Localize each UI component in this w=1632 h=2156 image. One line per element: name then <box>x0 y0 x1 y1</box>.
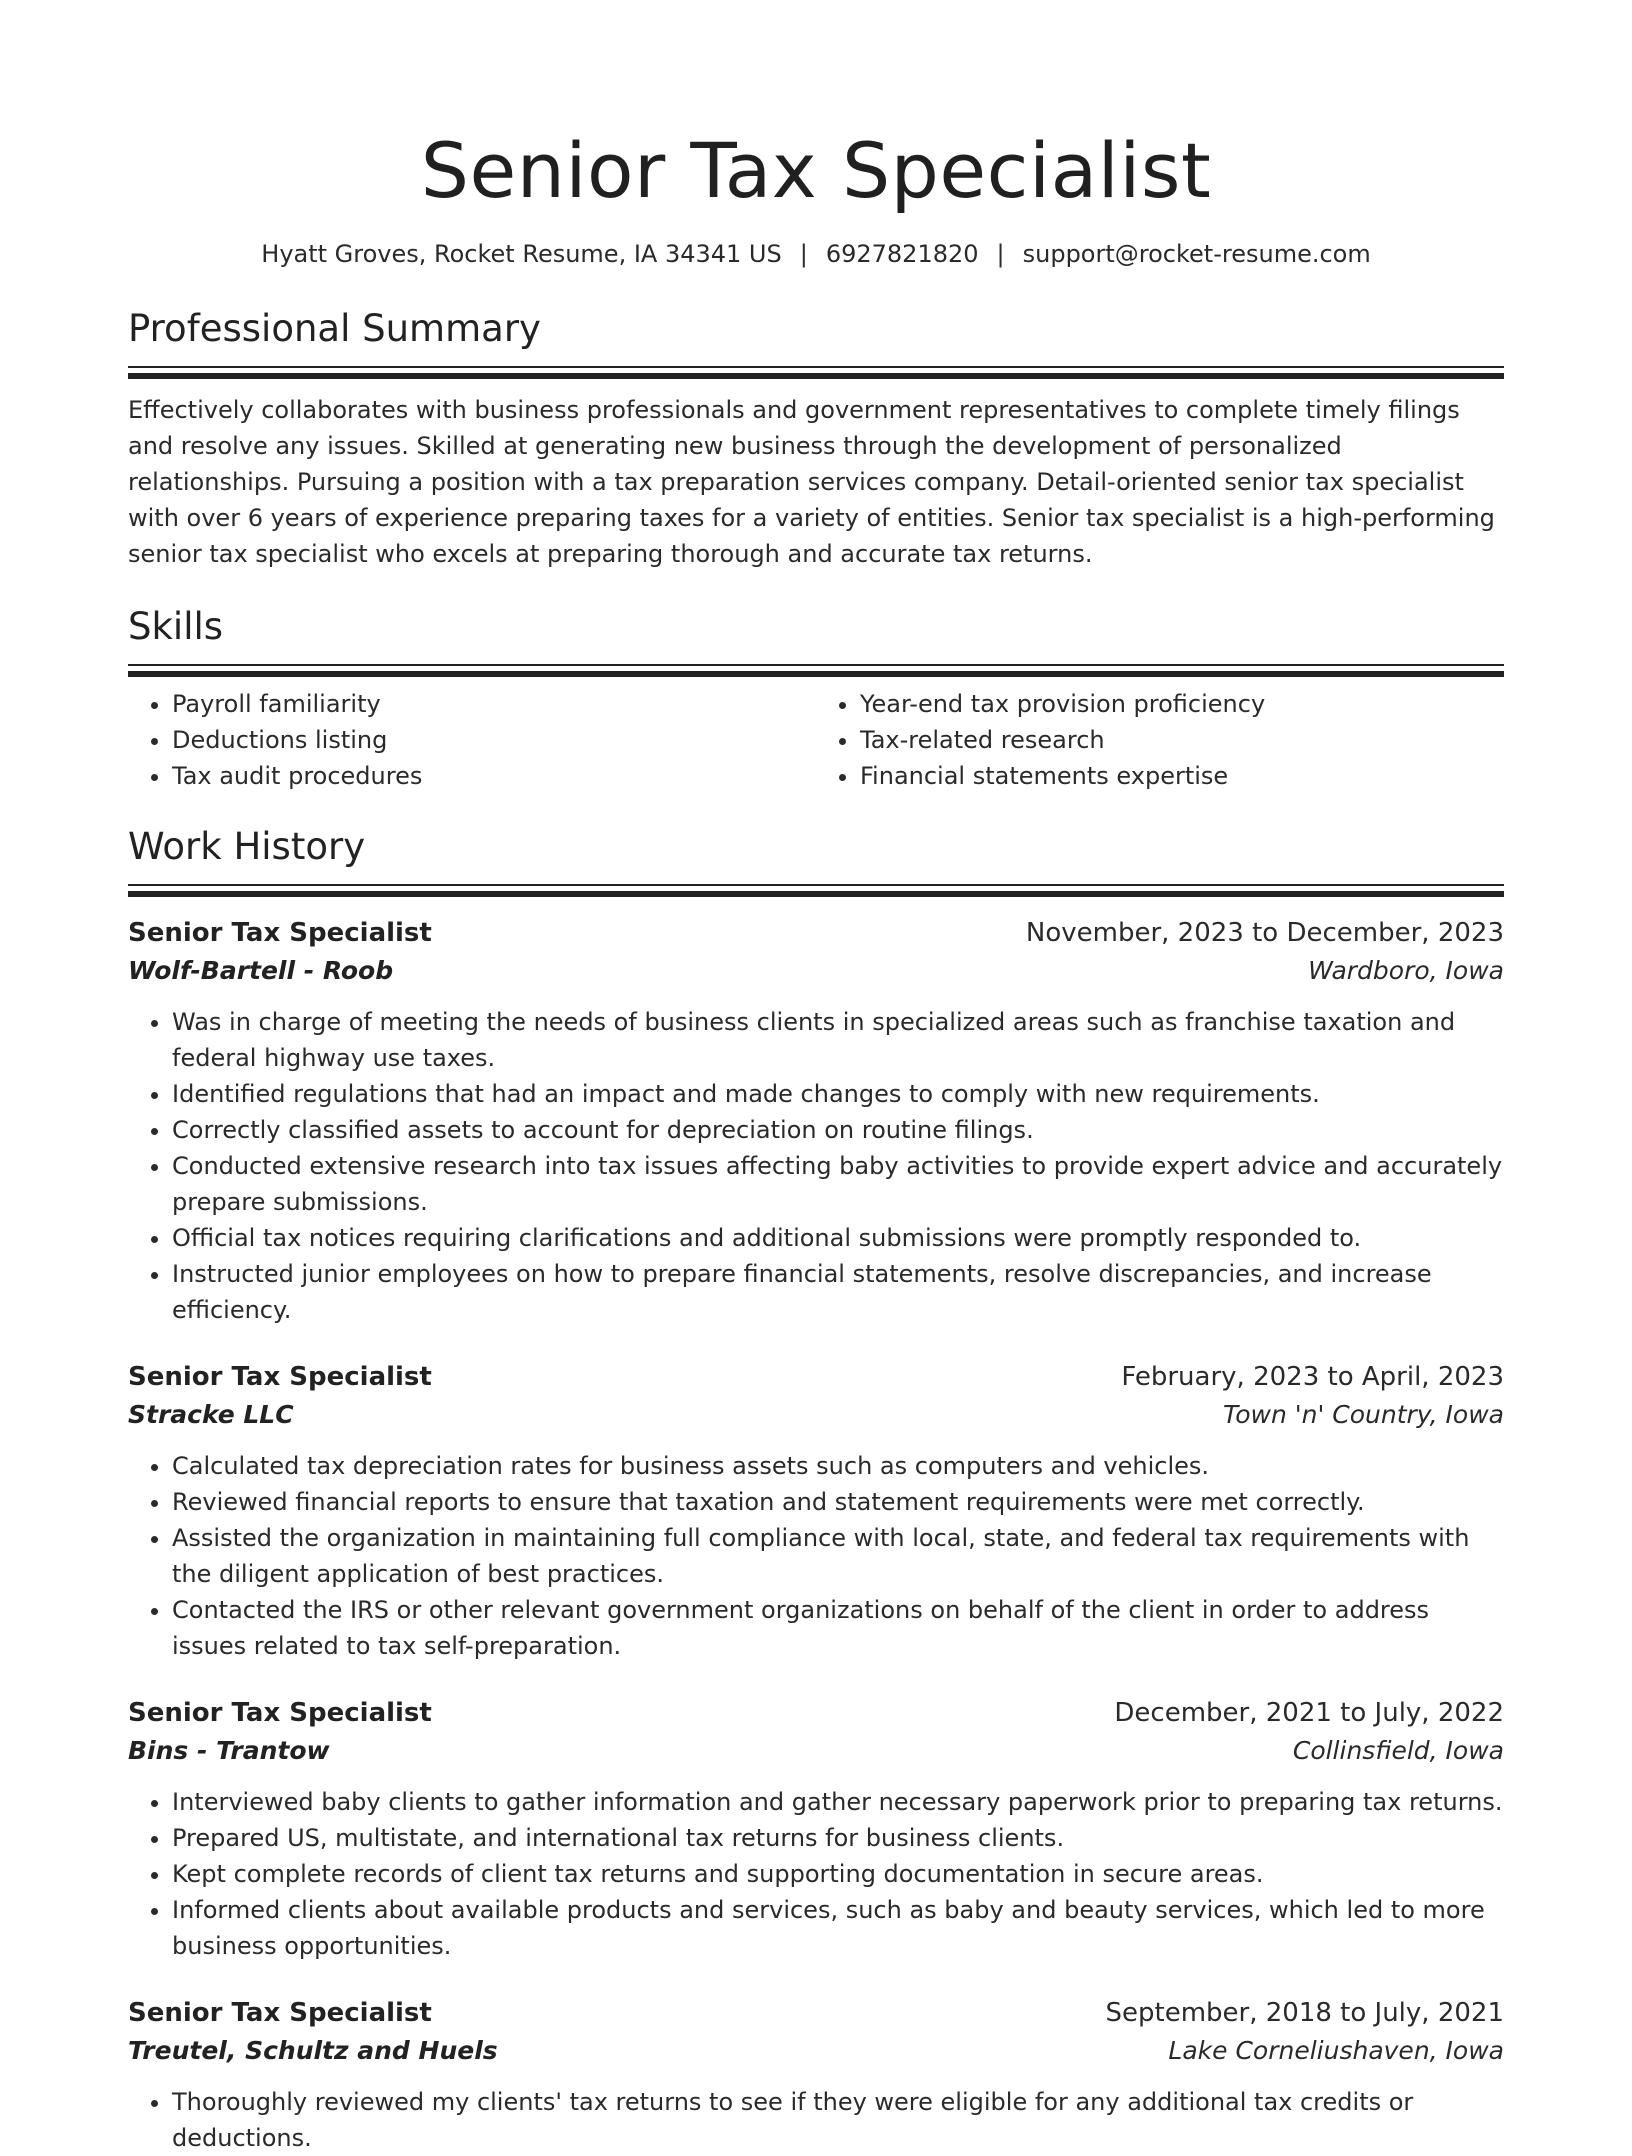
summary-text: Effectively collaborates with business professionals and government representatives to complete timely filings and resolve any issues. Skilled at generating new business through the development of personalized relationships. Pursuing a position with a tax preparation services company. Detail-oriented senior tax specialist with over 6 years of experience preparing taxes for a variety of entities. Senior tax specialist is a high-performing senior tax specialist who excels at preparing thorough and accurate tax returns. <box>128 396 1495 568</box>
job-bullet: • Conducted extensive research into tax issues affecting baby activities to provide expert advice and accurately prepare submissions. <box>172 1148 1504 1220</box>
job-company: Bins - Trantow <box>128 1736 330 1765</box>
contact-separator: | <box>996 240 1005 268</box>
resume-name: Senior Tax Specialist <box>420 126 1212 215</box>
job-bullets <box>128 1784 1504 1964</box>
section-title-summary: Professional Summary <box>128 307 541 350</box>
job-title: Senior Tax Specialist <box>128 918 432 948</box>
job-bullet: • Prepared US, multistate, and international tax returns for business clients. <box>172 1820 1504 1856</box>
contact-address: Hyatt Groves, Rocket Resume, IA 34341 US <box>261 240 782 268</box>
job-bullet: • Instructed junior employees on how to prepare financial statements, resolve discrepancies, and increase efficiency. <box>172 1256 1504 1328</box>
skills-left-list <box>128 686 816 794</box>
job-title: Senior Tax Specialist <box>128 1362 432 1392</box>
job-entry <box>128 1694 1504 1964</box>
summary-section <box>128 306 1504 572</box>
job-location: Town 'n' Country, Iowa <box>1223 1400 1504 1429</box>
job-company: Stracke LLC <box>128 1400 294 1429</box>
skill-item: • Financial statements expertise <box>860 758 1504 794</box>
job-location: Lake Corneliushaven, Iowa <box>1168 2036 1504 2065</box>
job-bullet: • Reviewed financial reports to ensure that taxation and statement requirements were met correctly. <box>172 1484 1504 1520</box>
job-title: Senior Tax Specialist <box>128 1698 432 1728</box>
resume-page <box>128 0 1504 2156</box>
section-title-work-history: Work History <box>128 825 366 868</box>
section-title-skills: Skills <box>128 605 224 648</box>
section-divider <box>128 664 1504 676</box>
skills-columns <box>128 686 1504 794</box>
job-dates: February, 2023 to April, 2023 <box>1121 1362 1504 1392</box>
job-bullet: • Correctly classified assets to account for depreciation on routine filings. <box>172 1112 1504 1148</box>
contact-phone: 6927821820 <box>825 240 979 268</box>
job-bullet: • Calculated tax depreciation rates for business assets such as computers and vehicles. <box>172 1448 1504 1484</box>
skill-item: • Tax audit procedures <box>172 758 816 794</box>
job-bullet: • Was in charge of meeting the needs of business clients in specialized areas such as franchise taxation and federal highway use taxes. <box>172 1004 1504 1076</box>
job-bullets <box>128 2084 1504 2156</box>
contact-line <box>128 238 1504 270</box>
job-location: Wardboro, Iowa <box>1308 956 1504 985</box>
job-bullet: • Contacted the IRS or other relevant government organizations on behalf of the client in order to address issues related to tax self-preparation. <box>172 1592 1504 1664</box>
skills-right-list <box>816 686 1504 794</box>
skill-item: • Tax-related research <box>860 722 1504 758</box>
job-company: Treutel, Schultz and Huels <box>128 2036 498 2065</box>
job-entry <box>128 1358 1504 1664</box>
work-history-section <box>128 824 1504 2156</box>
contact-separator: | <box>799 240 808 268</box>
job-bullet: • Identified regulations that had an impact and made changes to comply with new requirements. <box>172 1076 1504 1112</box>
skill-item: • Payroll familiarity <box>172 686 816 722</box>
job-company: Wolf-Bartell - Roob <box>128 956 394 985</box>
skills-section <box>128 604 1504 794</box>
skill-item: • Deductions listing <box>172 722 816 758</box>
job-bullet: • Kept complete records of client tax returns and supporting documentation in secure areas. <box>172 1856 1504 1892</box>
job-entry <box>128 914 1504 1328</box>
contact-email: support@rocket-resume.com <box>1022 240 1371 268</box>
job-bullets <box>128 1004 1504 1328</box>
section-divider <box>128 366 1504 378</box>
job-dates: December, 2021 to July, 2022 <box>1114 1698 1504 1728</box>
section-divider <box>128 884 1504 896</box>
job-entry <box>128 1994 1504 2156</box>
job-dates: November, 2023 to December, 2023 <box>1025 918 1504 948</box>
job-bullets <box>128 1448 1504 1664</box>
job-title: Senior Tax Specialist <box>128 1998 432 2028</box>
job-bullet: • Interviewed baby clients to gather information and gather necessary paperwork prior to preparing tax returns. <box>172 1784 1504 1820</box>
job-bullet: • Assisted the organization in maintaining full compliance with local, state, and federal tax requirements with the diligent application of best practices. <box>172 1520 1504 1592</box>
job-bullet: • Thoroughly reviewed my clients' tax returns to see if they were eligible for any additional tax credits or deductions. <box>172 2084 1504 2156</box>
job-bullet: • Official tax notices requiring clarifications and additional submissions were promptly responded to. <box>172 1220 1504 1256</box>
job-location: Collinsfield, Iowa <box>1292 1736 1504 1765</box>
job-dates: September, 2018 to July, 2021 <box>1105 1998 1504 2028</box>
job-bullet: • Informed clients about available products and services, such as baby and beauty services, which led to more business opportunities. <box>172 1892 1504 1964</box>
skill-item: • Year-end tax provision proficiency <box>860 686 1504 722</box>
